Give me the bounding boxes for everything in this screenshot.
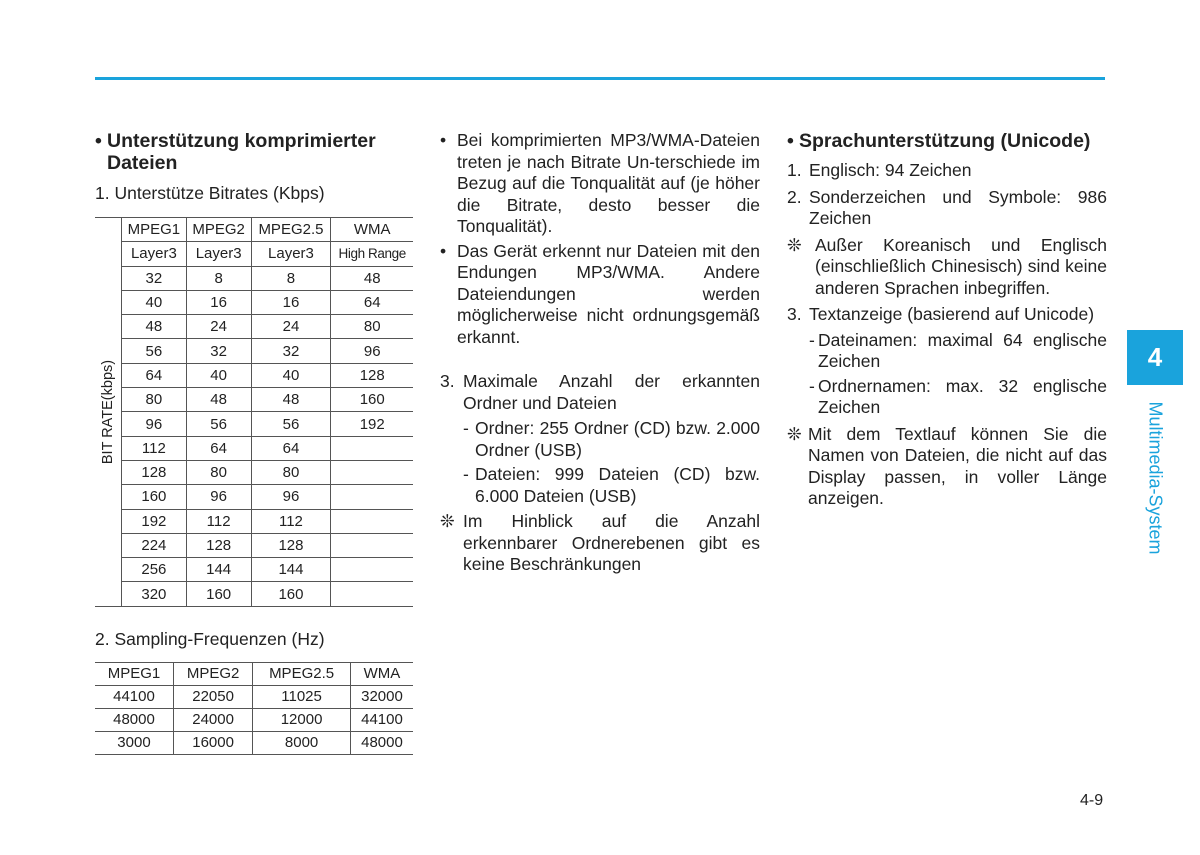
table-cell: 128 [251,533,331,557]
table-cell [331,436,413,460]
item-text: Außer Koreanisch und Englisch (einschließlich Chinesisch) sind keine anderen Sprachen inbegriffen. [815,234,1107,298]
table-cell: 56 [186,412,251,436]
table-cell [331,533,413,557]
bullet-paragraph [440,241,760,349]
table-row [95,266,413,290]
table-cell: 24000 [173,708,252,731]
numbered-item-1 [787,160,1107,182]
table-cell: 56 [122,339,187,363]
table-cell: 96 [251,485,331,509]
table-cell: 32 [251,339,331,363]
table-row [95,582,413,606]
note-star-icon: ❊ [440,511,455,531]
table-cell: 64 [251,436,331,460]
table-cell: 112 [122,436,187,460]
table-cell: 40 [251,363,331,387]
table-cell: 320 [122,582,187,606]
table-cell: 128 [122,460,187,484]
dash-item [787,376,1107,419]
table-cell: 48000 [95,708,173,731]
bitrate-table [95,217,413,607]
table-cell: 16 [186,290,251,314]
table-row [95,685,413,708]
table-cell: 48 [331,266,413,290]
sampling-title: 2. Sampling-Frequenzen (Hz) [95,628,325,649]
section-heading-language-support [787,130,1107,152]
sampling-table [95,662,413,755]
table-cell: 24 [251,315,331,339]
numbered-item-3 [440,371,760,414]
header-cell: WMA [331,218,413,242]
item-text: Ordnernamen: max. 32 englische Zeichen [818,375,1107,417]
table-cell: 8 [251,266,331,290]
table-cell [331,485,413,509]
table-cell: 112 [186,509,251,533]
table-row [95,708,413,731]
table-cell: 40 [186,363,251,387]
item-text: Textanzeige (basierend auf Unicode) [809,304,1095,324]
header-cell: MPEG2 [173,662,252,685]
table-cell: 80 [251,460,331,484]
table-cell [331,460,413,484]
table-cell: 32000 [350,685,413,708]
table-cell: 48 [251,388,331,412]
table-cell [331,582,413,606]
bitrates-title: 1. Unterstütze Bitrates (Kbps) [95,183,325,203]
layer-cell: Layer3 [122,242,187,266]
table-cell: 160 [122,485,187,509]
table-cell: 8 [186,266,251,290]
table-cell: 16 [251,290,331,314]
dash: - [463,418,469,438]
dash: - [809,329,815,350]
table-row [95,363,413,387]
table-cell: 11025 [253,685,351,708]
middle-column [440,130,760,576]
table-cell: 144 [186,558,251,582]
dash: - [809,375,815,396]
table-cell: 44100 [95,685,173,708]
numbered-item-3 [787,304,1107,326]
table-cell: 80 [186,460,251,484]
item-number: 3. [440,371,455,391]
table-cell: 22050 [173,685,252,708]
table-cell: 144 [251,558,331,582]
header-cell: MPEG2 [186,218,251,242]
table-cell: 64 [122,363,187,387]
table-cell: 48 [186,388,251,412]
table-cell: 64 [186,436,251,460]
table-cell: 192 [122,509,187,533]
table-cell [331,558,413,582]
table-cell: 224 [122,533,187,557]
bitrate-side-label: BIT RATE(kbps) [100,359,116,464]
header-cell: MPEG2.5 [251,218,331,242]
bullet: • [440,240,447,261]
table-cell: 256 [122,558,187,582]
item-number: 3. [787,304,802,324]
table-layer-row [95,242,413,266]
table-row [95,339,413,363]
dash: - [463,464,469,484]
table-cell: 160 [331,388,413,412]
item-text: Ordner: 255 Ordner (CD) bzw. 2.000 Ordner (USB) [475,418,760,460]
table-row [95,290,413,314]
table-row [95,388,413,412]
dash-item [440,464,760,507]
item-number: 1. [787,160,802,180]
note-star-icon: ❊ [787,423,802,444]
item-text: Maximale Anzahl der erkannten Ordner und Dateien [463,371,760,413]
table-row [95,315,413,339]
note-item [787,424,1107,510]
dash-item [787,330,1107,373]
note-star-icon: ❊ [787,234,802,255]
table-cell: 48 [122,315,187,339]
table-row [95,460,413,484]
header-cell: WMA [350,662,413,685]
table-cell: 96 [122,412,187,436]
table-row [95,412,413,436]
table-cell: 48000 [350,731,413,754]
bullet-paragraph [440,130,760,238]
table-cell: 64 [331,290,413,314]
heading-text: Unterstützung komprimierter Dateien [107,130,376,174]
dash-item [440,418,760,461]
note-item [440,511,760,576]
table-row [95,509,413,533]
table-cell: 96 [186,485,251,509]
header-cell: MPEG2.5 [253,662,351,685]
table-row [95,533,413,557]
chapter-title: Multimedia-System [1145,401,1166,555]
chapter-number-tab: 4 [1127,330,1183,385]
table-cell: 44100 [350,708,413,731]
bullet: • [95,130,102,152]
header-cell: MPEG1 [95,662,173,685]
paragraph-text: Das Gerät erkennt nur Dateien mit den Endungen MP3/WMA. Andere Dateiendungen werden möglicherweise nicht ordnungsgemäß erkannt. [457,240,760,347]
item-text: Im Hinblick auf die Anzahl erkennbarer Ordnerebenen gibt es keine Beschränkungen [463,511,760,574]
table-cell: 160 [251,582,331,606]
bitrate-side-cell [95,218,122,607]
table-cell: 32 [122,266,187,290]
item-text: Dateinamen: maximal 64 englische Zeichen [818,329,1107,371]
table-cell: 112 [251,509,331,533]
table-cell: 56 [251,412,331,436]
bullet: • [440,130,447,150]
top-rule [95,77,1105,80]
item-text: Sonderzeichen und Symbole: 986 Zeichen [809,186,1107,228]
paragraph-text: Bei komprimierten MP3/WMA-Dateien treten je nach Bitrate Un-terschiede im Bezug auf die Tonqualität auf (je höher die Bitrate, desto besser die Tonqualität). [457,130,760,236]
section-heading-compressed-files [95,130,413,174]
table-cell: 32 [186,339,251,363]
table-cell: 3000 [95,731,173,754]
item-text: Dateien: 999 Dateien (CD) bzw. 6.000 Dateien (USB) [475,464,760,506]
table-row [95,558,413,582]
page-number: 4-9 [1080,792,1104,809]
table-cell: 8000 [253,731,351,754]
table-cell: 12000 [253,708,351,731]
table-cell: 128 [186,533,251,557]
heading-text: Sprachunterstützung (Unicode) [799,130,1091,152]
table-cell: 80 [331,315,413,339]
bullet: • [787,130,794,152]
table-cell: 96 [331,339,413,363]
table-cell: 128 [331,363,413,387]
table-cell: 24 [186,315,251,339]
header-cell: MPEG1 [122,218,187,242]
item-text: Englisch: 94 Zeichen [809,160,972,180]
table-header-row [95,662,413,685]
table-header-row [95,218,413,242]
item-number: 2. [787,186,802,207]
note-item [787,235,1107,300]
numbered-item-2 [787,187,1107,230]
table-cell [331,509,413,533]
item-text: Mit dem Textlauf können Sie die Namen von Dateien, die nicht auf das Display passen, in voller Länge anzeigen. [808,423,1107,508]
table-row [95,731,413,754]
table-cell: 40 [122,290,187,314]
table-cell: 16000 [173,731,252,754]
table-cell: 192 [331,412,413,436]
table-row [95,436,413,460]
table-cell: 80 [122,388,187,412]
left-column [95,130,413,755]
layer-cell: Layer3 [186,242,251,266]
table-row [95,485,413,509]
layer-cell: Layer3 [251,242,331,266]
layer-cell: High Range [331,242,413,266]
right-column [787,130,1107,510]
table-cell: 160 [186,582,251,606]
